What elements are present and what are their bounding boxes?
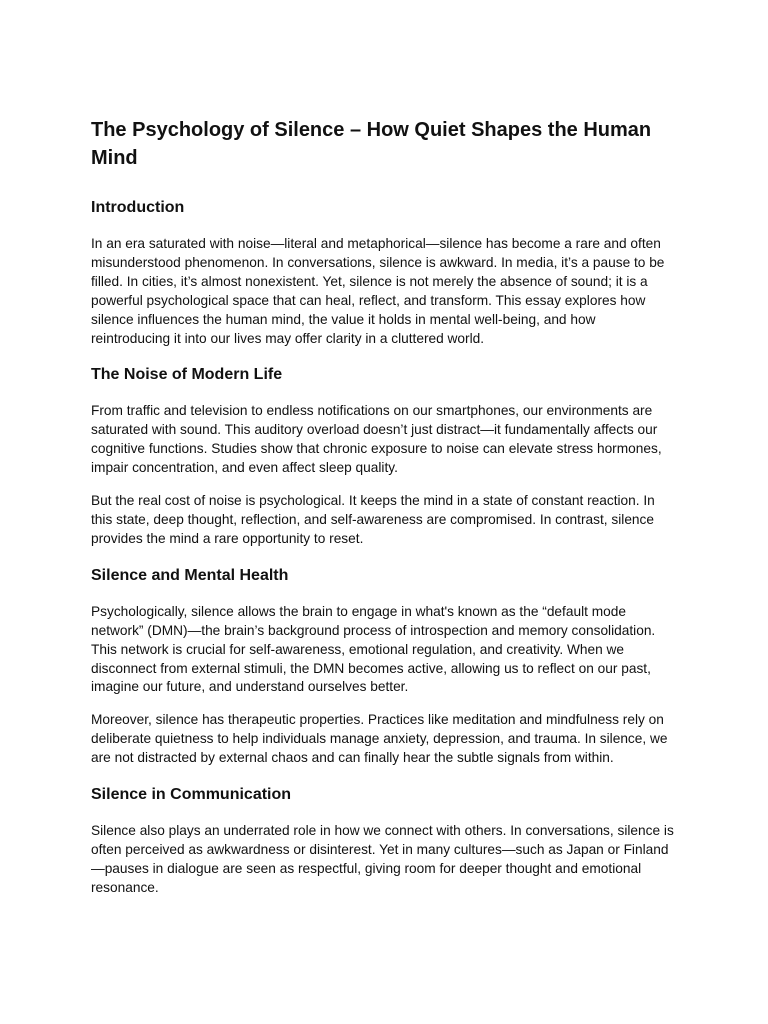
paragraph: In an era saturated with noise—literal and metaphorical—silence has become a rare and often misunderstood phenomenon. In conversations, silence is awkward. In media, it’s a pause to be filled. In cities, it’s almost nonexistent. Yet, silence is not merely the absence of sound; it is a powerful psychological space that can heal, reflect, and transform. This essay explores how silence influences the human mind, the value it holds in mental well-being, and how reintroducing it into our lives may offer clarity in a cluttered world. bbox=[91, 236, 665, 346]
paragraph: Silence also plays an underrated role in how we connect with others. In conversations, silence is often perceived as awkwardness or disinterest. Yet in many cultures—such as Japan or Finland—pauses in dialogue are seen as respectful, giving room for deeper thought and emotional resonance. bbox=[91, 823, 674, 895]
document-page bbox=[91, 116, 677, 912]
paragraph: From traffic and television to endless notifications on our smartphones, our environments are saturated with sound. This auditory overload doesn’t just distract—it fundamentally affects our cognitive functions. Studies show that chronic exposure to noise can elevate stress hormones, impair concentration, and even affect sleep quality. bbox=[91, 403, 662, 476]
section-noise-of-modern-life bbox=[91, 365, 677, 548]
section-introduction bbox=[91, 198, 677, 348]
section-heading: Silence and Mental Health bbox=[91, 566, 289, 584]
section-silence-and-mental-health bbox=[91, 566, 677, 768]
section-heading: Silence in Communication bbox=[91, 786, 292, 804]
paragraph: Moreover, silence has therapeutic properties. Practices like meditation and mindfulness rely on deliberate quietness to help individuals manage anxiety, depression, and trauma. In silence, we are not distracted by external chaos and can finally hear the subtle signals from within. bbox=[91, 712, 668, 766]
section-heading: Introduction bbox=[91, 199, 185, 216]
section-heading: The Noise of Modern Life bbox=[91, 366, 283, 384]
document-title: The Psychology of Silence – How Quiet Shapes the Human Mind bbox=[91, 119, 652, 169]
paragraph: Psychologically, silence allows the brain to engage in what's known as the “default mode network” (DMN)—the brain’s background process of introspection and memory consolidation. This network is crucial for self-awareness, emotional regulation, and creativity. When we disconnect from external stimuli, the DMN becomes active, allowing us to reflect on our past, imagine our future, and understand ourselves better. bbox=[91, 603, 656, 695]
section-silence-in-communication bbox=[91, 785, 677, 898]
paragraph: But the real cost of noise is psychological. It keeps the mind in a state of constant reaction. In this state, deep thought, reflection, and self-awareness are compromised. In contrast, silence provides the mind a rare opportunity to reset. bbox=[91, 493, 655, 546]
